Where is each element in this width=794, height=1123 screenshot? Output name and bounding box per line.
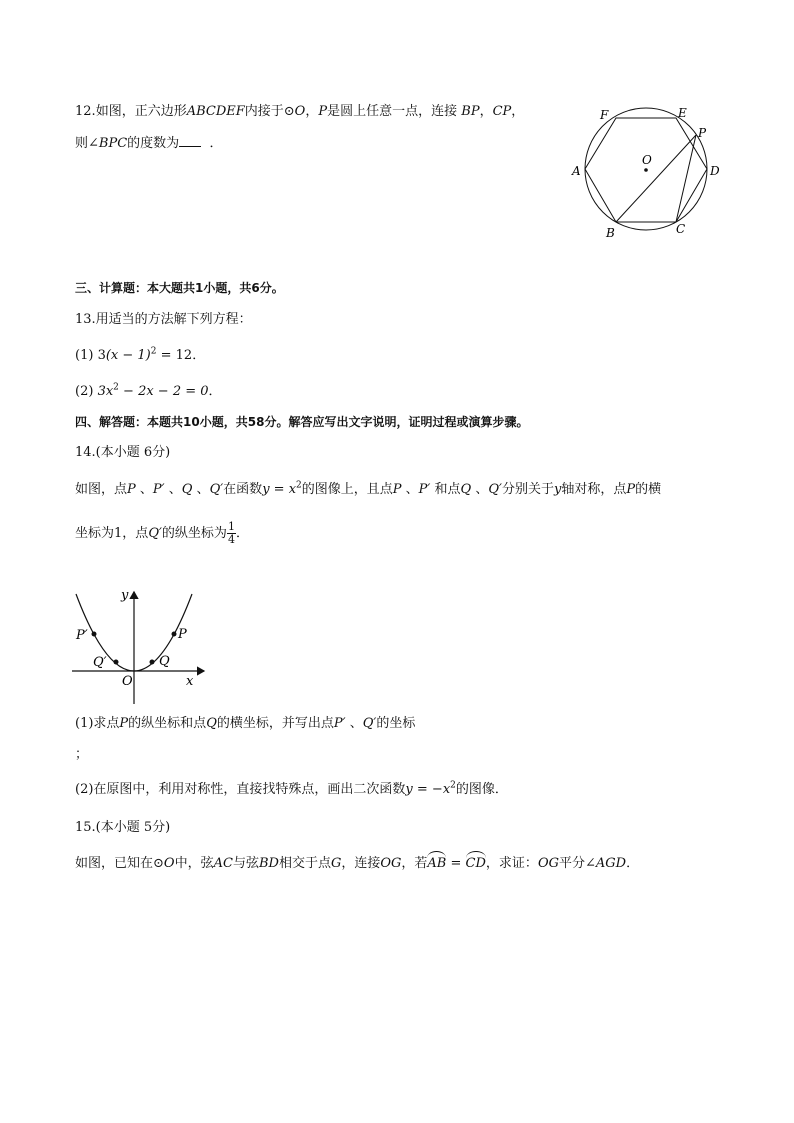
label-e: E: [678, 106, 687, 120]
label-f: F: [600, 108, 609, 122]
q12-line-2: 则∠BPC的度数为 ．: [75, 136, 223, 151]
q12-line-1: 12.如图，正六边形ABCDEF内接于⊙O，P是圆上任意一点，连接 BP，CP，: [75, 104, 525, 119]
q15-line-1: 如图，已知在⊙O中，弦AC与弦BD相交于点G，连接OG，若AB = CD，求证：OG平分∠AGD．: [75, 856, 640, 871]
q14-sub-1-semicolon: ；: [75, 747, 89, 762]
center-dot: [644, 168, 648, 172]
label-q: Q: [159, 654, 170, 669]
label-origin: O: [122, 674, 133, 689]
arc-ab: AB: [427, 856, 447, 871]
q13-part-2: (2) $3x^2 - 2x - 2 = 0$．: [75, 382, 222, 399]
answer-blank: [179, 134, 201, 147]
q14-line-1: 如图，点P 、P′ 、Q 、Q′在函数$y = x^2$的图像上，且点P 、P′ 和点Q 、Q′分别关于y轴对称，点P的横: [75, 480, 662, 497]
q14-parabola-graph: [66, 586, 216, 706]
q14-sub-1: (1)求点P的纵坐标和点Q的横坐标，并写出点P′ 、Q′的坐标: [75, 716, 416, 731]
q15-header: 15.(本小题 5分): [75, 820, 171, 835]
q14-line-2: 坐标为1，点Q′的纵坐标为 $\frac{1}{4}$ ．: [75, 520, 249, 546]
label-p: P: [178, 627, 187, 642]
q13-part-1: (1) $3(x - 1)^2 = 12$．: [75, 346, 206, 363]
label-y: y: [121, 588, 129, 603]
point-q-prime: [114, 660, 119, 665]
q14-sub-2: (2)在原图中，利用对称性，直接找特殊点，画出二次函数$y = -x^2$的图像．: [75, 780, 508, 797]
label-a: A: [572, 164, 581, 178]
point-q: [150, 660, 155, 665]
point-p-prime: [92, 632, 97, 637]
section-3-title: 三、计算题：本大题共1小题，共6分。: [75, 281, 284, 295]
fraction-one-quarter: $\frac{1}{4}$: [227, 520, 235, 546]
label-x: x: [186, 674, 194, 689]
point-p: [172, 632, 177, 637]
q13-stem: 13.用适当的方法解下列方程：: [75, 312, 252, 327]
label-q-prime: Q′: [93, 655, 107, 670]
label-b: B: [606, 226, 615, 240]
q12-number: 12.: [75, 104, 96, 119]
arc-cd: CD: [465, 856, 486, 871]
label-d: D: [710, 164, 720, 178]
segment-cp: [676, 135, 696, 222]
q14-header: 14.(本小题 6分): [75, 445, 171, 460]
label-p-prime: P′: [76, 628, 88, 643]
label-c: C: [676, 222, 686, 236]
label-p: P: [698, 126, 707, 140]
section-4-title: 四、解答题：本题共10小题，共58分。解答应写出文字说明，证明过程或演算步骤。: [75, 415, 529, 429]
q12-hexagon-figure: [562, 98, 732, 243]
label-o: O: [642, 153, 652, 167]
